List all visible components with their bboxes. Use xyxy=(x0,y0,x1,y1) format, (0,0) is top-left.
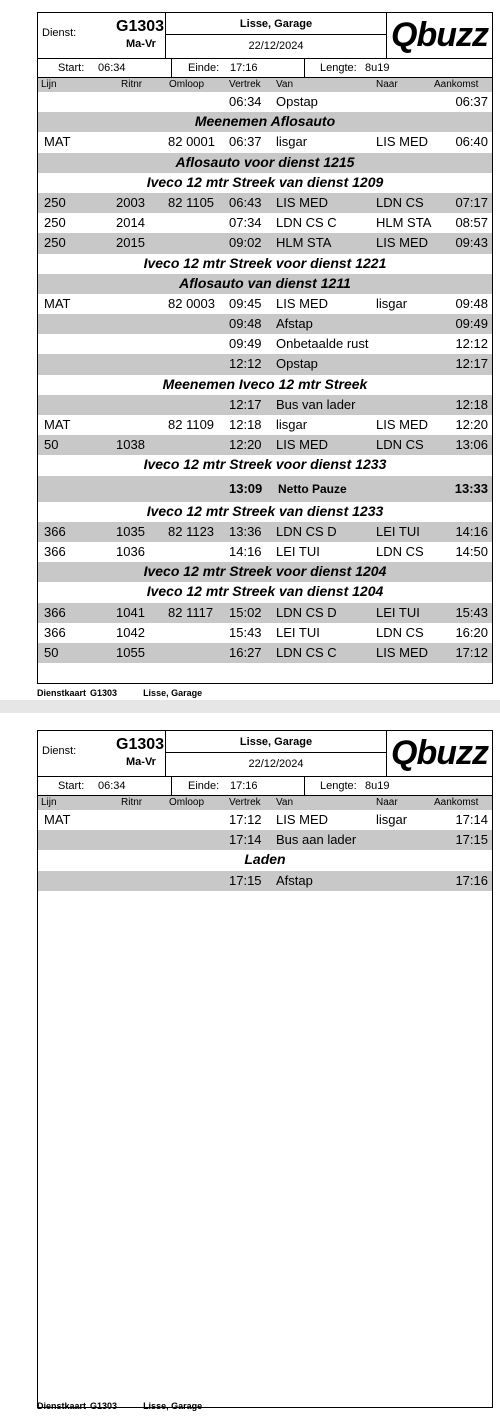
section-title: Iveco 12 mtr Streek van dienst 1204 xyxy=(146,583,384,600)
to-cell: lisgar xyxy=(376,812,408,827)
trip-row xyxy=(38,132,492,152)
arrival-cell: 12:18 xyxy=(455,396,488,412)
line-cell: 250 xyxy=(44,235,66,251)
footer-code: G1303 xyxy=(90,688,118,698)
dienst-label: Dienst: xyxy=(42,745,77,757)
from-cell: LDN CS D xyxy=(276,523,337,539)
trip-row xyxy=(38,92,492,112)
departure-cell: 17:15 xyxy=(229,872,262,888)
ritnr-cell: 2015 xyxy=(116,235,145,251)
ritnr-cell: 1038 xyxy=(116,437,145,453)
dienst-days: Ma-Vr xyxy=(126,38,156,50)
departure-cell: 06:34 xyxy=(229,94,262,109)
departure-cell: 09:45 xyxy=(229,295,262,311)
line-cell: MAT xyxy=(44,417,71,432)
arrival-cell: 17:14 xyxy=(455,812,488,827)
col-aankomst: Aankomst xyxy=(434,79,479,90)
lengte-value: 8u19 xyxy=(365,780,390,792)
arrival-cell: 16:20 xyxy=(455,624,488,640)
footer-location: Lisse, Garage xyxy=(143,688,203,698)
arrival-cell: 17:12 xyxy=(455,644,488,660)
ritnr-cell: 1042 xyxy=(116,624,145,640)
trip-row xyxy=(38,354,492,374)
section-title-row xyxy=(38,375,492,395)
arrival-cell: 07:17 xyxy=(455,194,488,210)
section-title: Iveco 12 mtr Streek voor dienst 1221 xyxy=(143,254,387,271)
card-header xyxy=(38,13,492,58)
break-row xyxy=(38,476,492,502)
to-cell: LDN CS xyxy=(376,543,424,559)
to-cell: HLM STA xyxy=(376,215,432,231)
section-title: Meenemen Iveco 12 mtr Streek xyxy=(162,375,368,392)
to-cell: LIS MED xyxy=(376,417,429,432)
section-title: Laden xyxy=(244,851,286,868)
from-cell: Bus van lader xyxy=(276,396,356,412)
dienst-code: G1303 xyxy=(116,736,165,753)
col-vertrek: Vertrek xyxy=(229,79,261,90)
col-omloop: Omloop xyxy=(169,797,205,808)
departure-cell: 15:43 xyxy=(229,624,262,640)
from-cell: LEI TUI xyxy=(276,624,320,640)
lengte-value: 8u19 xyxy=(365,62,390,74)
section-title-row xyxy=(38,274,492,294)
to-cell: LIS MED xyxy=(376,134,429,150)
location: Lisse, Garage xyxy=(165,731,387,753)
to-cell: lisgar xyxy=(376,295,408,311)
col-aankomst: Aankomst xyxy=(434,797,479,808)
omloop-cell: 82 0003 xyxy=(168,295,215,311)
line-cell: MAT xyxy=(44,295,71,311)
trip-row xyxy=(38,810,492,830)
arrival-cell: 09:48 xyxy=(455,295,488,311)
page-footer xyxy=(37,688,228,698)
ritnr-cell: 1035 xyxy=(116,523,145,539)
ritnr-cell: 2014 xyxy=(116,215,145,231)
arrival-cell: 14:16 xyxy=(455,523,488,539)
col-naar: Naar xyxy=(376,79,398,90)
section-title-row xyxy=(38,582,492,602)
arrival-cell: 09:43 xyxy=(455,235,488,251)
line-cell: MAT xyxy=(44,812,71,827)
from-cell: Afstap xyxy=(276,316,313,332)
lengte-label: Lengte: xyxy=(320,62,357,74)
col-van: Van xyxy=(276,797,294,808)
from-cell: lisgar xyxy=(276,417,308,432)
arrival-cell: 17:16 xyxy=(455,872,488,888)
col-ritnr: Ritnr xyxy=(121,797,143,808)
from-cell: LEI TUI xyxy=(276,543,320,559)
trip-row xyxy=(38,233,492,253)
departure-cell: 06:37 xyxy=(229,134,262,150)
start-label: Start: xyxy=(58,62,85,74)
from-cell: LDN CS C xyxy=(276,215,337,231)
to-cell: LEI TUI xyxy=(376,604,420,620)
departure-cell: 12:20 xyxy=(229,437,262,453)
omloop-cell: 82 1105 xyxy=(168,194,215,210)
date: 22/12/2024 xyxy=(165,753,387,776)
col-naar: Naar xyxy=(376,797,398,808)
arrival-cell: 12:17 xyxy=(455,356,488,372)
break-start: 13:09 xyxy=(229,480,263,496)
einde-value: 17:16 xyxy=(230,62,258,74)
from-cell: Opstap xyxy=(276,356,318,372)
to-cell: LDN CS xyxy=(376,194,424,210)
line-cell: 366 xyxy=(44,604,66,620)
departure-cell: 09:48 xyxy=(229,316,262,332)
location: Lisse, Garage xyxy=(165,13,387,35)
from-cell: HLM STA xyxy=(276,235,332,251)
trip-row xyxy=(38,542,492,562)
footer-location: Lisse, Garage xyxy=(143,1401,203,1411)
trip-row xyxy=(38,623,492,643)
arrival-cell: 14:50 xyxy=(455,543,488,559)
omloop-cell: 82 0001 xyxy=(168,134,215,150)
start-value: 06:34 xyxy=(98,780,126,792)
line-cell: 366 xyxy=(44,624,66,640)
dienst-label: Dienst: xyxy=(42,27,77,39)
line-cell: 366 xyxy=(44,543,66,559)
trip-row xyxy=(38,213,492,233)
arrival-cell: 15:43 xyxy=(455,604,488,620)
arrival-cell: 12:20 xyxy=(455,417,488,432)
start-label: Start: xyxy=(58,780,85,792)
ritnr-cell: 1055 xyxy=(116,644,145,660)
trip-list xyxy=(38,92,492,663)
departure-cell: 17:12 xyxy=(229,812,262,827)
service-card-frame xyxy=(37,730,493,1408)
from-cell: lisgar xyxy=(276,134,308,150)
to-cell: LIS MED xyxy=(376,235,429,251)
section-title-row xyxy=(38,153,492,173)
departure-cell: 16:27 xyxy=(229,644,262,660)
section-title-row xyxy=(38,173,492,193)
to-cell: LDN CS xyxy=(376,437,424,453)
trip-row xyxy=(38,435,492,455)
einde-value: 17:16 xyxy=(230,780,258,792)
section-title-row xyxy=(38,254,492,274)
arrival-cell: 12:12 xyxy=(455,336,488,352)
section-title-row xyxy=(38,562,492,582)
qbuzz-logo: Qbuzz xyxy=(391,734,488,772)
line-cell: 250 xyxy=(44,215,66,231)
departure-cell: 17:14 xyxy=(229,832,262,848)
times-bar xyxy=(38,58,492,78)
column-header xyxy=(38,796,492,810)
einde-label: Einde: xyxy=(188,780,220,792)
section-title-row xyxy=(38,502,492,522)
trip-row xyxy=(38,830,492,850)
trip-row xyxy=(38,395,492,415)
to-cell: LDN CS xyxy=(376,624,424,640)
col-vertrek: Vertrek xyxy=(229,797,261,808)
date: 22/12/2024 xyxy=(165,35,387,58)
departure-cell: 07:34 xyxy=(229,215,262,231)
omloop-cell: 82 1117 xyxy=(168,604,214,620)
page-footer xyxy=(37,1401,228,1411)
from-cell: LIS MED xyxy=(276,295,329,311)
break-end: 13:33 xyxy=(454,480,488,496)
from-cell: Afstap xyxy=(276,872,313,888)
to-cell: LIS MED xyxy=(376,644,429,660)
section-title: Aflosauto van dienst 1211 xyxy=(179,274,351,291)
section-title: Iveco 12 mtr Streek van dienst 1209 xyxy=(146,173,384,190)
col-lijn: Lijn xyxy=(41,797,57,808)
section-title: Iveco 12 mtr Streek voor dienst 1204 xyxy=(143,563,387,580)
from-cell: Onbetaalde rust xyxy=(276,336,369,352)
departure-cell: 12:12 xyxy=(229,356,262,372)
column-header xyxy=(38,78,492,92)
from-cell: LIS MED xyxy=(276,194,329,210)
trip-row xyxy=(38,522,492,542)
footer-label: Dienstkaart xyxy=(37,1401,87,1411)
section-title-row xyxy=(38,112,492,132)
dienst-days: Ma-Vr xyxy=(126,756,156,768)
from-cell: Opstap xyxy=(276,94,318,109)
ritnr-cell: 1041 xyxy=(116,604,145,620)
from-cell: LIS MED xyxy=(276,437,329,453)
section-title-row xyxy=(38,850,492,870)
from-cell: LIS MED xyxy=(276,812,329,827)
departure-cell: 12:17 xyxy=(229,396,262,412)
trip-row xyxy=(38,314,492,334)
footer-code: G1303 xyxy=(90,1401,118,1411)
to-cell: LEI TUI xyxy=(376,523,420,539)
document-page-1 xyxy=(0,0,500,700)
service-card-frame xyxy=(37,12,493,684)
omloop-cell: 82 1123 xyxy=(168,523,215,539)
departure-cell: 15:02 xyxy=(229,604,262,620)
trip-list xyxy=(38,810,492,891)
arrival-cell: 06:40 xyxy=(455,134,488,150)
departure-cell: 09:49 xyxy=(229,336,262,352)
departure-cell: 06:43 xyxy=(229,194,262,210)
trip-row xyxy=(38,871,492,891)
arrival-cell: 13:06 xyxy=(455,437,488,453)
trip-row xyxy=(38,193,492,213)
line-cell: 366 xyxy=(44,523,66,539)
einde-label: Einde: xyxy=(188,62,220,74)
from-cell: LDN CS D xyxy=(276,604,337,620)
from-cell: LDN CS C xyxy=(276,644,337,660)
ritnr-cell: 2003 xyxy=(116,194,145,210)
departure-cell: 12:18 xyxy=(229,417,262,432)
section-title: Aflosauto voor dienst 1215 xyxy=(175,153,355,170)
dienst-code: G1303 xyxy=(116,18,165,35)
lengte-label: Lengte: xyxy=(320,780,357,792)
card-header xyxy=(38,731,492,776)
ritnr-cell: 1036 xyxy=(116,543,145,559)
arrival-cell: 17:15 xyxy=(455,832,488,848)
departure-cell: 09:02 xyxy=(229,235,262,251)
from-cell: Bus aan lader xyxy=(276,832,357,848)
arrival-cell: 09:49 xyxy=(455,316,488,332)
document-page-2 xyxy=(0,713,500,1426)
arrival-cell: 06:37 xyxy=(455,94,488,109)
trip-row xyxy=(38,603,492,623)
times-bar xyxy=(38,776,492,796)
start-value: 06:34 xyxy=(98,62,126,74)
footer-label: Dienstkaart xyxy=(37,688,87,698)
line-cell: 250 xyxy=(44,194,66,210)
departure-cell: 14:16 xyxy=(229,543,262,559)
arrival-cell: 08:57 xyxy=(455,215,488,231)
line-cell: MAT xyxy=(44,134,71,150)
col-omloop: Omloop xyxy=(169,79,205,90)
col-van: Van xyxy=(276,79,294,90)
col-lijn: Lijn xyxy=(41,79,57,90)
qbuzz-logo: Qbuzz xyxy=(391,16,488,54)
section-title: Iveco 12 mtr Streek van dienst 1233 xyxy=(146,502,384,519)
section-title: Iveco 12 mtr Streek voor dienst 1233 xyxy=(143,456,387,473)
trip-row xyxy=(38,334,492,354)
departure-cell: 13:36 xyxy=(229,523,262,539)
trip-row xyxy=(38,415,492,435)
section-title: Meenemen Aflosauto xyxy=(194,113,336,130)
omloop-cell: 82 1109 xyxy=(168,417,215,432)
trip-row xyxy=(38,294,492,314)
line-cell: 50 xyxy=(44,437,59,453)
col-ritnr: Ritnr xyxy=(121,79,143,90)
section-title-row xyxy=(38,455,492,475)
line-cell: 50 xyxy=(44,644,59,660)
trip-row xyxy=(38,643,492,663)
break-label: Netto Pauze xyxy=(278,481,347,496)
